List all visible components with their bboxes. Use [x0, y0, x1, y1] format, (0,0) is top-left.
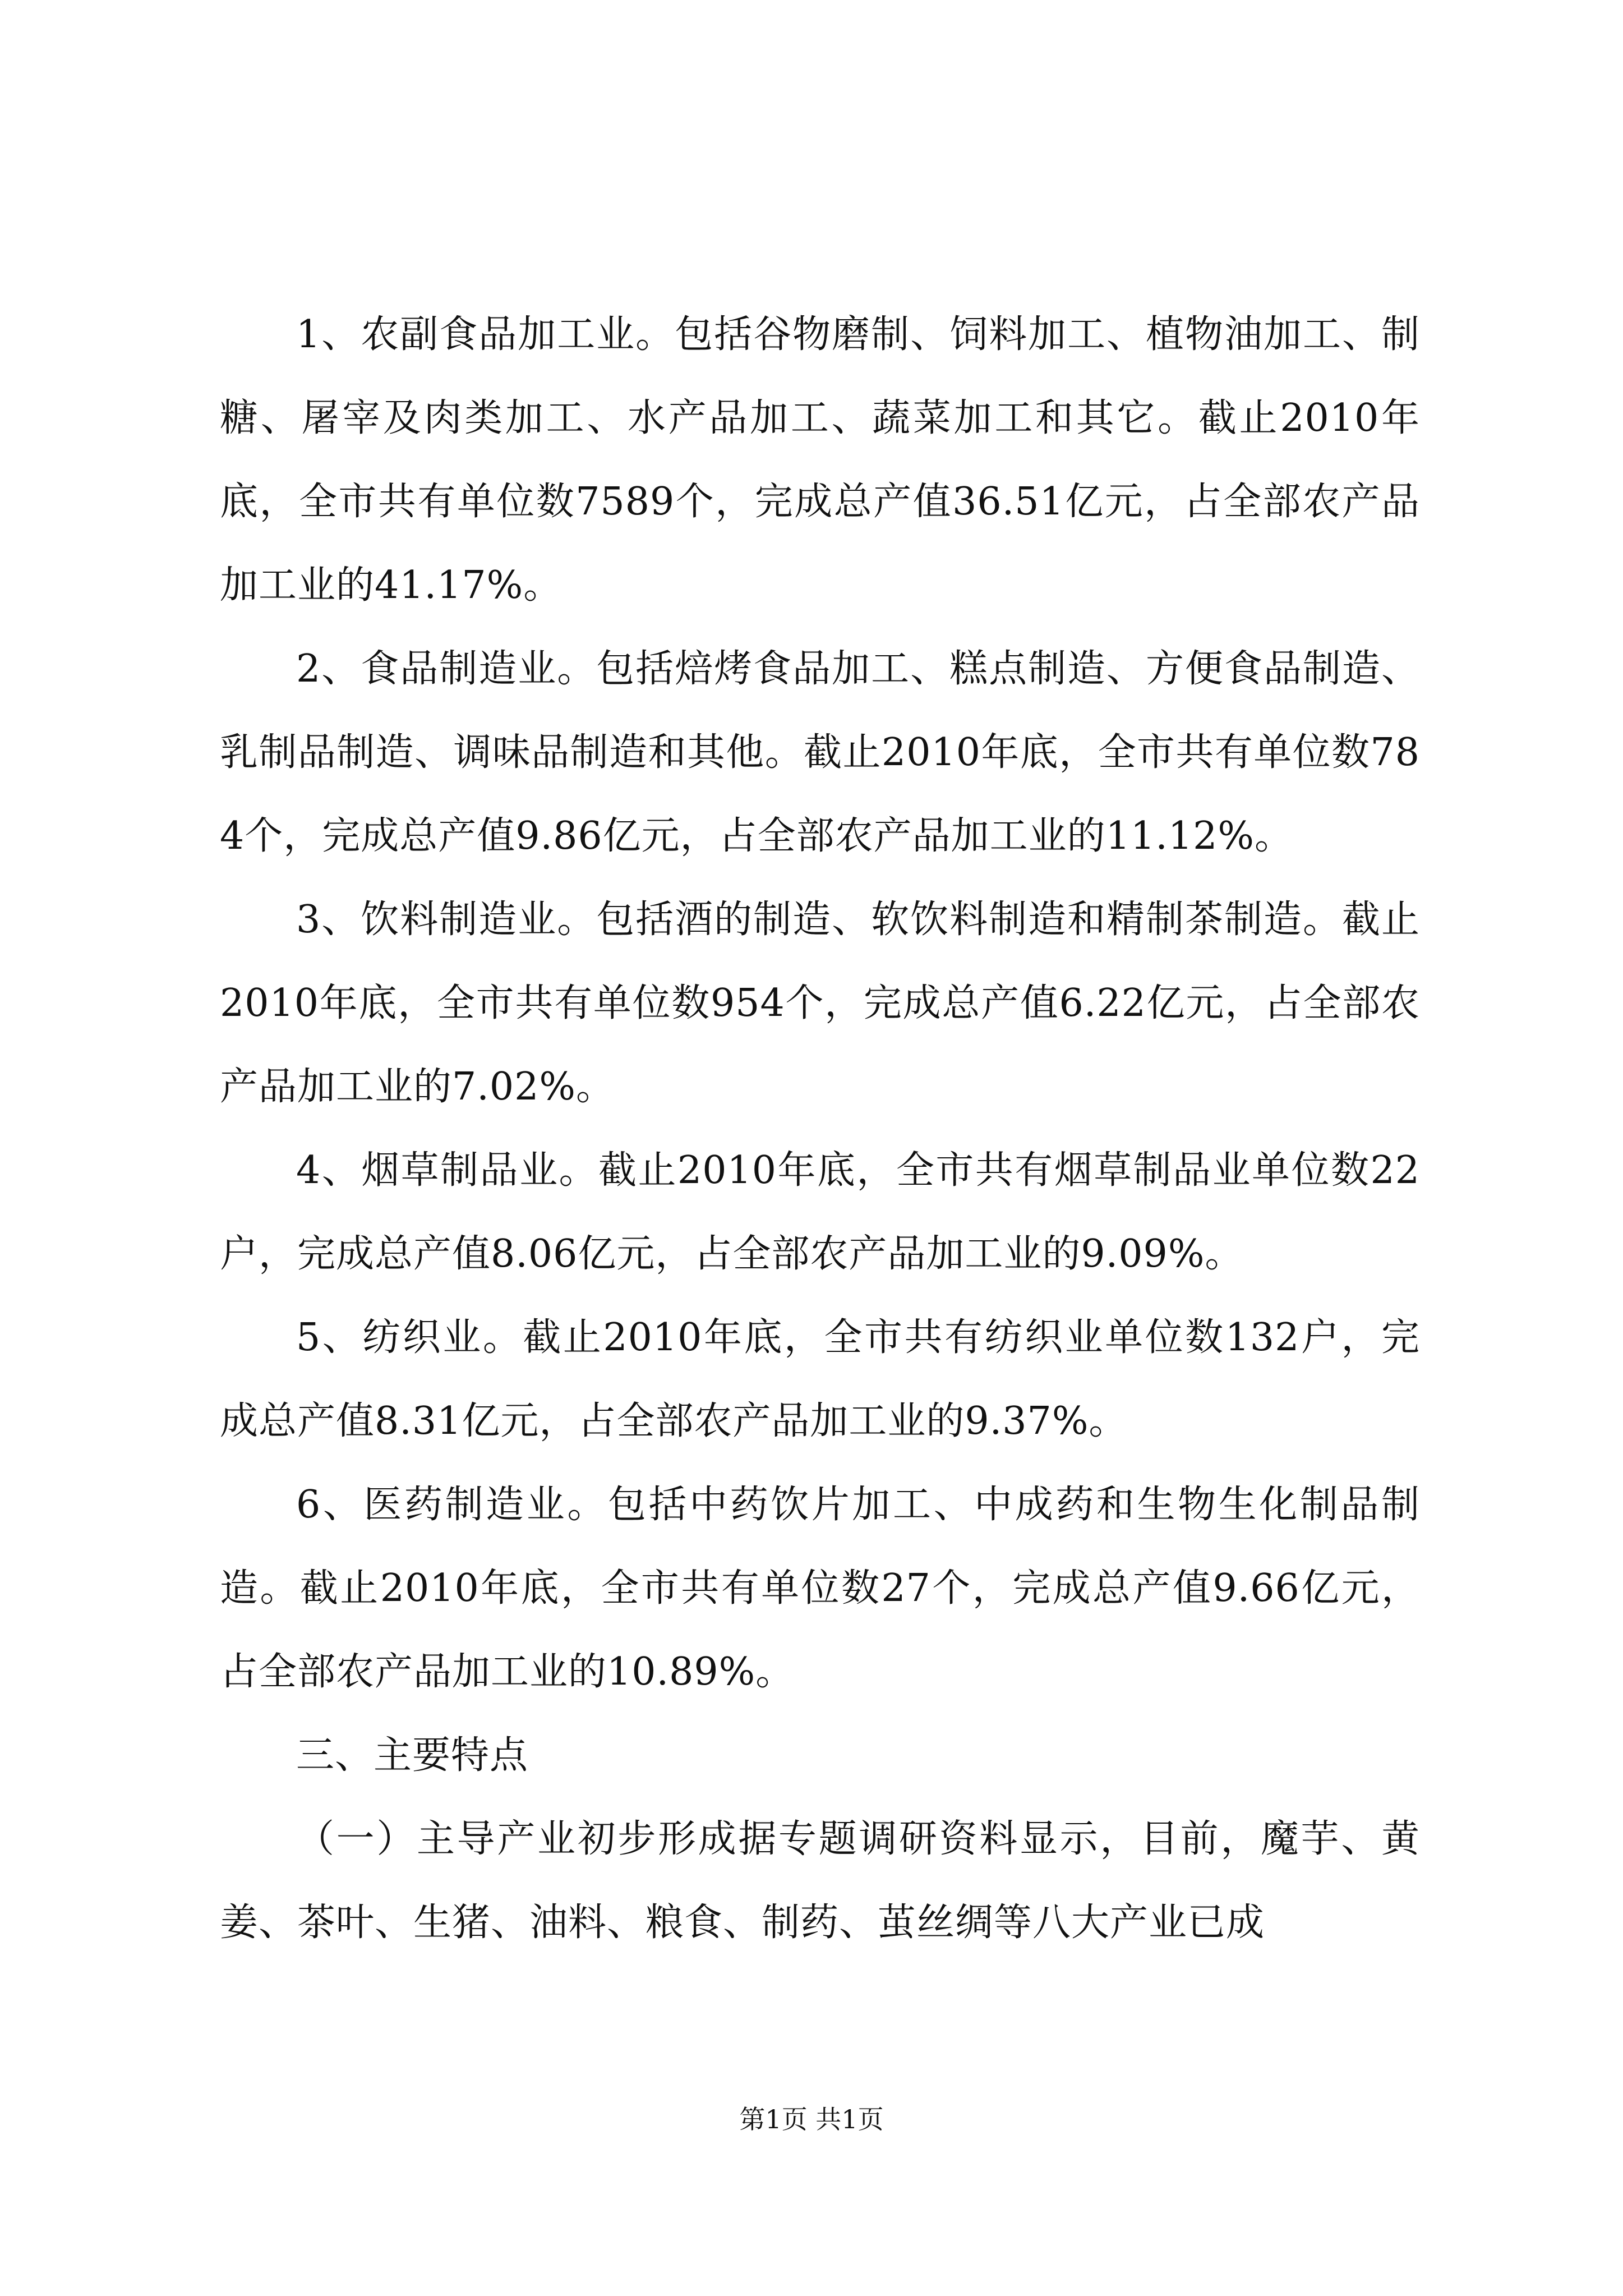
paragraph-textile-industry: 5、纺织业。截止2010年底，全市共有纺织业单位数132户，完成总产值8.31亿元，占全部农产品加工业的9.37%。 [220, 1315, 1420, 1443]
section-heading-main-features: 三、主要特点 [296, 1733, 529, 1778]
paragraph-beverage-manufacturing: 3、饮料制造业。包括酒的制造、软饮料制造和精制茶制造。截止2010年底，全市共有单位数954个，完成总产值6.22亿元，占全部农产品加工业的7.02%。 [220, 898, 1420, 1109]
paragraph-pharmaceutical-manufacturing: 6、医药制造业。包括中药饮片加工、中成药和生物生化制品制造。截止2010年底，全市共有单位数27个，完成总产值9.66亿元，占全部农产品加工业的10.89%。 [220, 1483, 1420, 1694]
paragraph-tobacco-products: 4、烟草制品业。截止2010年底，全市共有烟草制品业单位数22户，完成总产值8.06亿元，占全部农产品加工业的9.09%。 [220, 1148, 1420, 1276]
paragraph-agri-food-processing: 1、农副食品加工业。包括谷物磨制、饲料加工、植物油加工、制糖、屠宰及肉类加工、水产品加工、蔬菜加工和其它。截止2010年底，全市共有单位数7589个，完成总产值36.51亿元，占全部农产品加工业的41.17%。 [220, 312, 1420, 608]
paragraph-food-manufacturing: 2、食品制造业。包括焙烤食品加工、糕点制造、方便食品制造、乳制品制造、调味品制造和其他。截止2010年底，全市共有单位数784个，完成总产值9.86亿元，占全部农产品加工业的11.12%。 [220, 647, 1420, 858]
document-body [220, 293, 1420, 1964]
page-footer: 第1页 共1页 [739, 2104, 884, 2134]
paragraph-leading-industries: （一）主导产业初步形成据专题调研资料显示，目前，魔芋、黄姜、茶叶、生猪、油料、粮食、制药、茧丝绸等八大产业已成 [220, 1817, 1420, 1945]
